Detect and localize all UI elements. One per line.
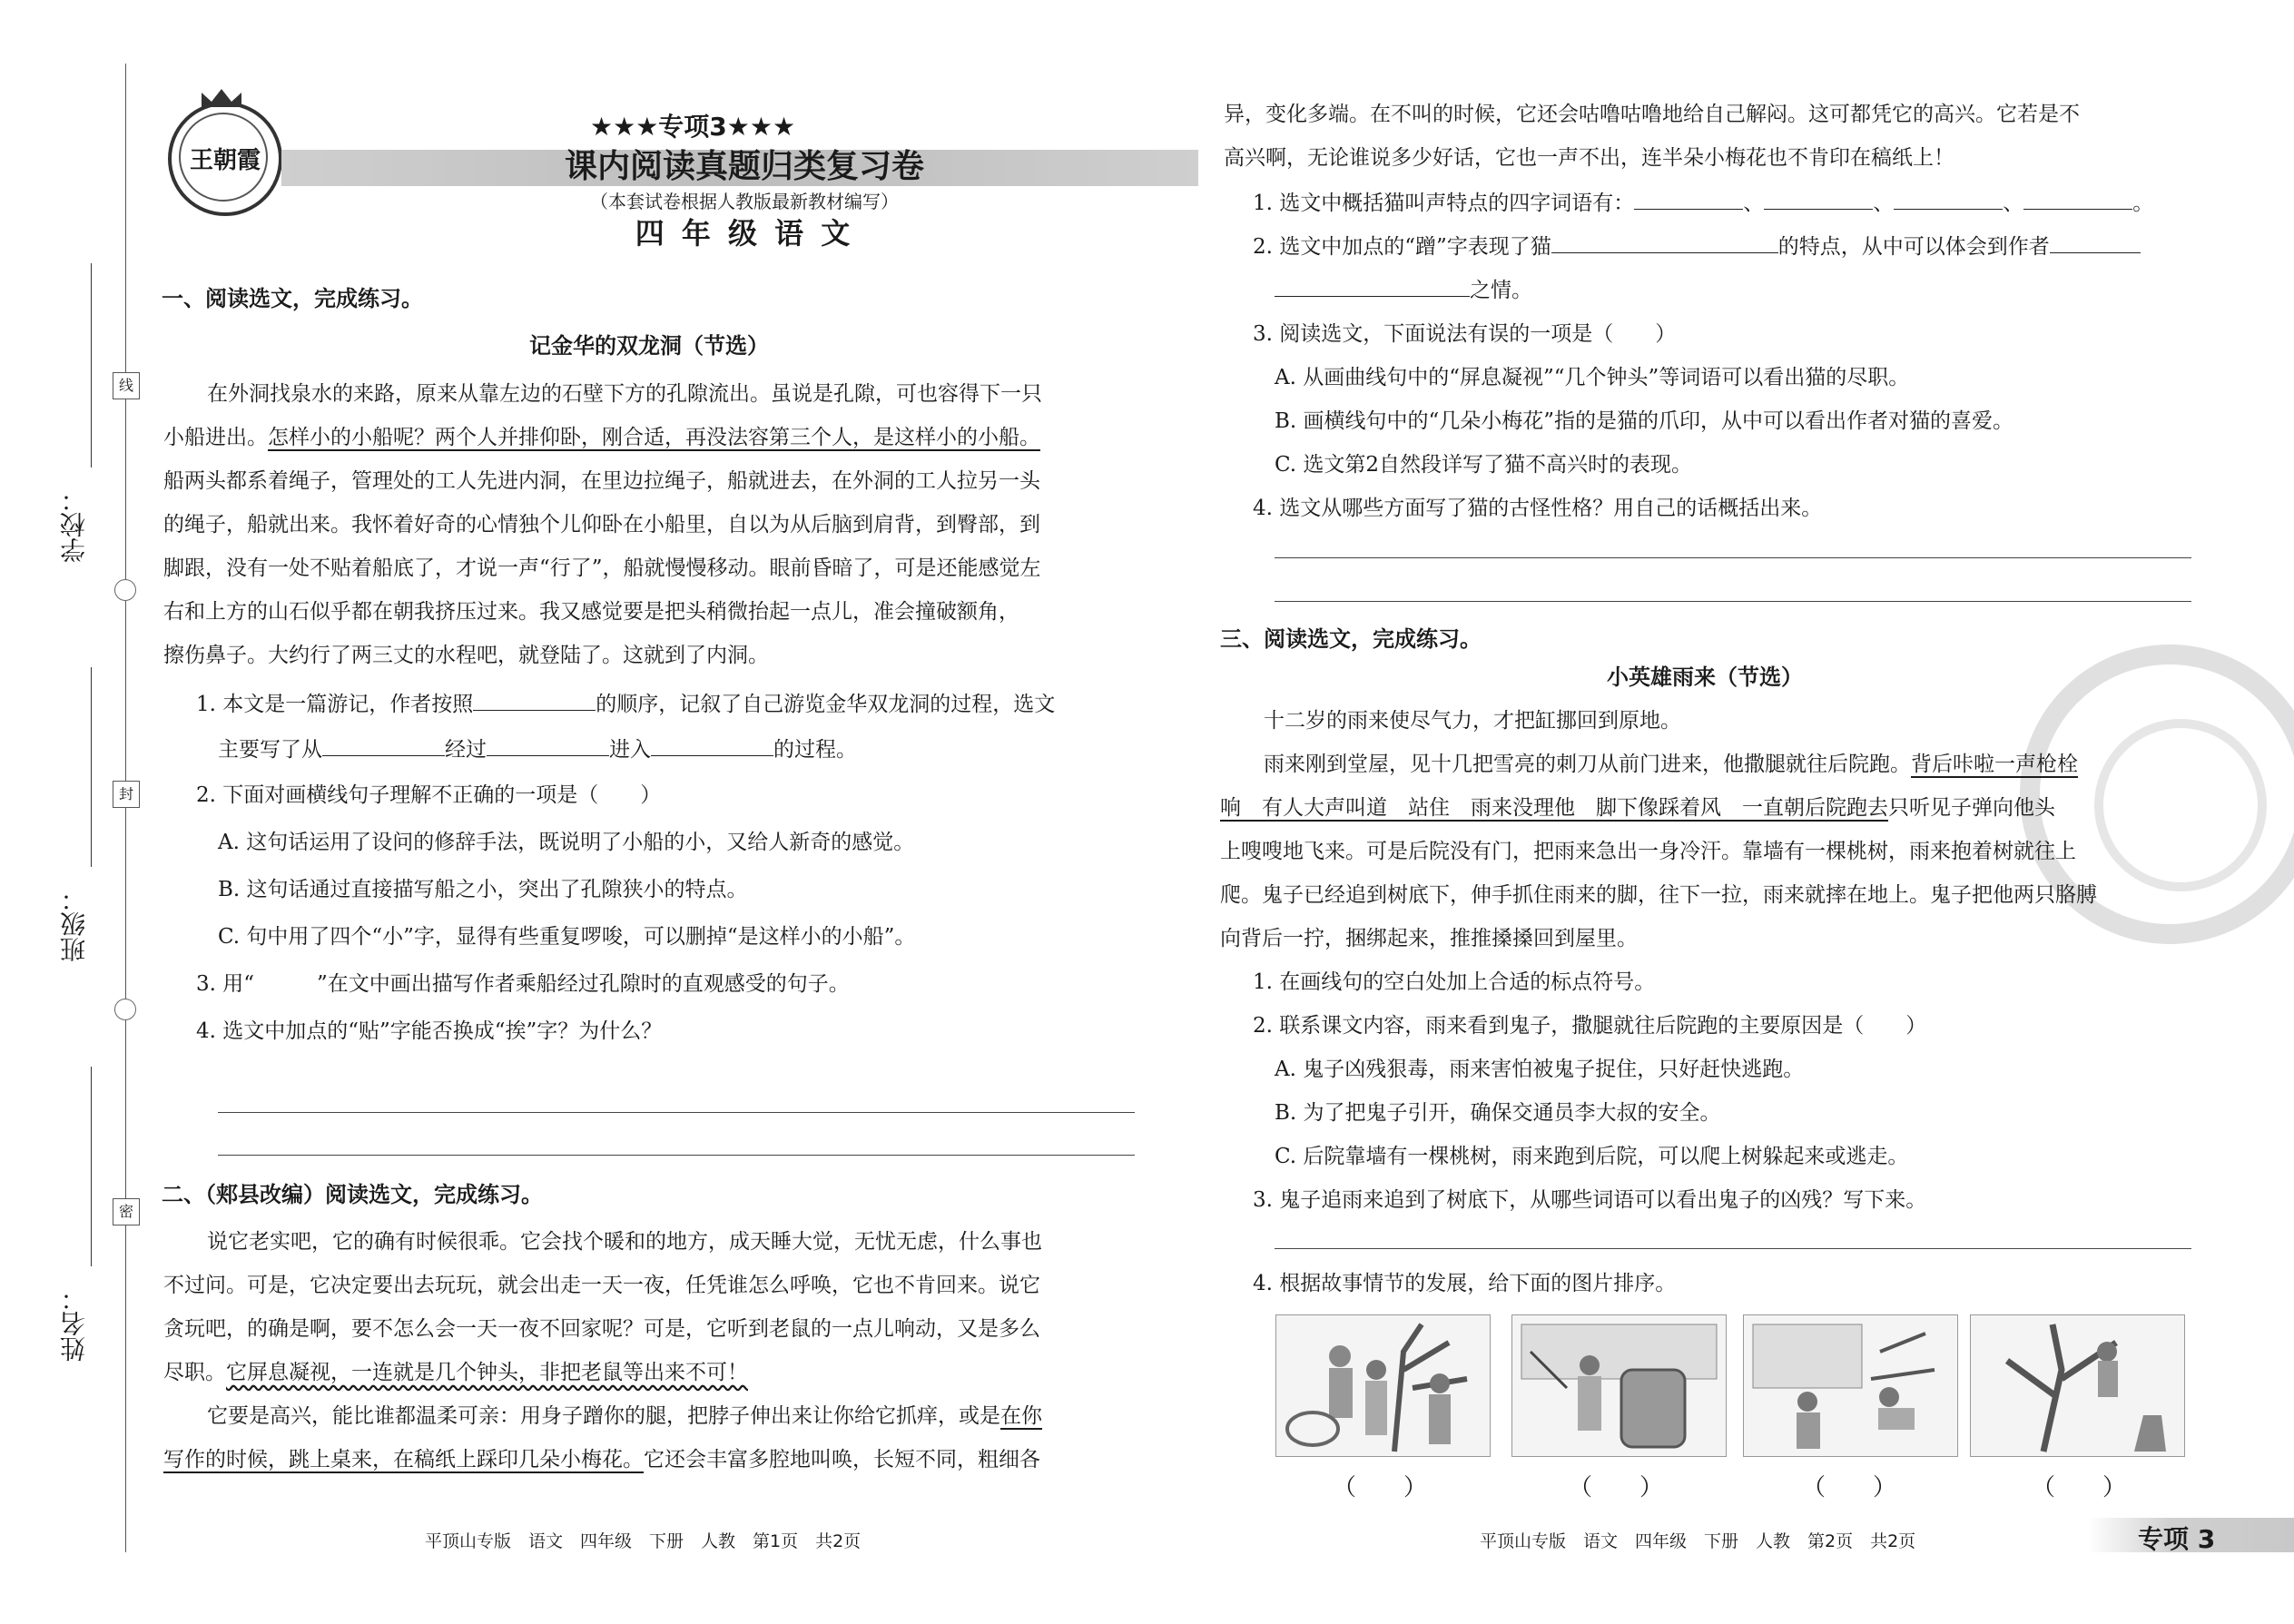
answer-blank[interactable] [1551,232,1778,253]
s3-q2-option-a[interactable]: A. 鬼子凶残狠毒，雨来害怕被鬼子捉住，只好赶快逃跑。 [1275,1058,1805,1081]
s1-line: 脚跟，没有一处不贴着船底了，才说一声“行了”，船就慢慢移动。眼前昏暗了，可是还能感觉左 [163,556,1041,580]
s1-q2-option-a[interactable]: A. 这句话运用了设问的修辞手法，既说明了小船的小，又给人新奇的感觉。 [218,831,915,854]
name-field[interactable] [91,1067,92,1266]
picture-order-answer-4[interactable]: （ ） [2032,1474,2127,1501]
answer-line[interactable] [1275,1248,2191,1249]
s2-line: 尽职。它屏息凝视，一连就是几个钟头，非把老鼠等出来不可！ [163,1361,748,1384]
mark-secret-label: 密 [113,1198,140,1225]
s3-q4: 4. 根据故事情节的发展，给下面的图片排序。 [1253,1272,1677,1295]
school-label: 学校： [59,487,89,563]
answer-blank[interactable] [2023,189,2132,210]
s2-underlined-sentence: 写作的时候，跳上桌来，在稿纸上踩印几朵小梅花。 [163,1448,644,1471]
s1-line [163,416,1040,459]
answer-line[interactable] [218,1155,1135,1156]
name-label: 姓名： [59,1285,89,1362]
s2-q1: 1. 选文中概括猫叫声特点的四字词语有： 、 、 、 。 [1253,182,2153,225]
binding-hole [114,999,136,1020]
class-field[interactable] [91,667,92,867]
s2-line: 异，变化多端。在不叫的时候，它还会咕噜咕噜地给自己解闷。这可都凭它的高兴。它若是不 [1224,103,2080,126]
section3-heading: 三、阅读选文，完成练习。 [1220,626,1482,652]
s2-q3: 3. 阅读选文，下面说法有误的一项是（ ） [1253,322,1677,346]
s1-line: 在外洞找泉水的来路，原来从靠左边的石壁下方的孔隙流出。虽说是孔隙，可也容得下一只 [207,382,1042,406]
s3-line: 向背后一拧，捆绑起来，推推搡搡回到屋里。 [1220,927,1638,950]
s1-line: 船两头都系着绳子，管理处的工人先进内洞，在里边拉绳子，船就进去，在外洞的工人拉另一头 [163,469,1040,493]
answer-blank[interactable] [322,735,445,756]
s2-line: 写作的时候，跳上桌来，在稿纸上踩印几朵小梅花。它还会丰富多腔地叫唤，长短不同，粗细各 [163,1448,1040,1471]
story-picture-2 [1511,1314,1727,1457]
s2-q2-cont: 之情。 [1275,269,1532,312]
footer-left: 平顶山专版 语文 四年级 下册 人教 第1页 共2页 [425,1531,861,1551]
answer-blank[interactable] [1275,276,1470,297]
section3-passage-title: 小英雄雨来（节选） [1607,664,1803,690]
school-field[interactable] [91,263,92,468]
s2-line: 不过问。可是，它决定要出去玩玩，就会出走一天一夜，任凭谁怎么呼唤，它也不肯回来。说它 [163,1274,1040,1297]
s1-text: 小船进出。 [163,426,268,449]
logo-seal [168,102,282,216]
page-subtitle: （本套试卷根据人教版最新教材编写） [590,191,899,212]
s3-q2: 2. 联系课文内容，雨来看到鬼子，撒腿就往后院跑的主要原因是（ ） [1253,1014,1927,1038]
s3-q2-option-b[interactable]: B. 为了把鬼子引开，确保交通员李大叔的安全。 [1275,1101,1721,1125]
s2-q2: 2. 选文中加点的“蹭”字表现了猫 的特点，从中可以体会到作者 [1253,225,2141,269]
s3-line: 响 有人大声叫道 站住 雨来没理他 脚下像踩着风 一直朝后院跑去只听见子弹向他头 [1220,796,2055,820]
class-label: 班级： [59,886,89,962]
s1-q1-cont: 主要写了从 经过 进入 的过程。 [218,728,857,772]
mark-seal-label: 封 [113,781,140,808]
s2-q3-option-b[interactable]: B. 画横线句中的“几朵小梅花”指的是猫的爪印，从中可以看出作者对猫的喜爱。 [1275,409,2014,433]
s1-line: 擦伤鼻子。大约行了两三丈的水程吧，就登陆了。这就到了内洞。 [163,644,769,667]
grade-title: 四 年 级 语 文 [635,216,854,251]
s1-line: 右和上方的山石似乎都在朝我挤压过来。我又感觉要是把头稍微抬起一点儿，准会撞破额角， [163,600,1019,624]
answer-line[interactable] [218,1112,1135,1113]
s1-underlined-sentence: 怎样小的小船呢？两个人并排仰卧，刚合适，再没法容第三个人，是这样小的小船。 [268,426,1040,449]
answer-blank[interactable] [473,690,596,711]
s3-underlined-sentence: 背后咔啦一声枪栓 [1911,753,2078,776]
section1-heading: 一、阅读选文，完成练习。 [162,286,423,311]
s3-line: 上嗖嗖地飞来。可是后院没有门，把雨来急出一身冷汗。靠墙有一棵桃树，雨来抱着树就往上 [1220,840,2076,863]
s2-q4: 4. 选文从哪些方面写了猫的古怪性格？用自己的话概括出来。 [1253,497,1823,520]
story-picture-1 [1275,1314,1491,1457]
section2-heading: 二、（郏县改编）阅读选文，完成练习。 [162,1182,543,1207]
s3-q2-option-c[interactable]: C. 后院靠墙有一棵桃树，雨来跑到后院，可以爬上树躲起来或逃走。 [1275,1145,1909,1168]
s3-q3: 3. 鬼子追雨来追到了树底下，从哪些词语可以看出鬼子的凶残？写下来。 [1253,1188,1927,1212]
answer-line[interactable] [1275,557,2191,558]
s3-line: 雨来刚到堂屋，见十几把雪亮的刺刀从前门进来，他撒腿就往后院跑。背后咔啦一声枪栓 [1264,753,2078,776]
binding-strip [0,0,145,1624]
mark-line-label: 线 [113,372,140,399]
crown-icon [202,89,241,107]
s2-line: 说它老实吧，它的确有时候很乖。它会找个暖和的地方，成天睡大觉，无忧无虑，什么事也 [207,1230,1042,1254]
s3-line: 爬。鬼子已经追到树底下，伸手抓住雨来的脚，往下一拉，雨来就摔在地上。鬼子把他两只胳膊 [1220,883,2097,907]
footer-tag: 专项 3 [2138,1524,2216,1554]
story-picture-4 [1970,1314,2185,1457]
answer-blank[interactable] [1894,189,2003,210]
s2-q3-option-a[interactable]: A. 从画曲线句中的“屏息凝视”“几个钟头”等词语可以看出猫的尽职。 [1275,366,1910,389]
s1-line: 的绳子，船就出来。我怀着好奇的心情独个儿仰卧在小船里，自以为从后脑到肩背，到臀部，到 [163,513,1040,536]
section1-passage-title: 记金华的双龙洞（节选） [529,333,769,359]
s1-q2-option-c[interactable]: C. 句中用了四个“小”字，显得有些重复啰唆，可以删掉“是这样小的小船”。 [218,925,916,949]
answer-line[interactable] [1275,601,2191,602]
answer-blank[interactable] [1764,189,1873,210]
answer-blank[interactable] [651,735,773,756]
s1-q2: 2. 下面对画横线句子理解不正确的一项是（ ） [196,783,662,807]
series-label: ★★★专项3★★★ [590,112,796,142]
s2-line: 高兴啊，无论谁说多少好话，它也一声不出，连半朵小梅花也不肯印在稿纸上！ [1224,146,1954,170]
s2-line: 贪玩吧，的确是啊，要不怎么会一天一夜不回家呢？可是，它听到老鼠的一点儿响动，又是多么 [163,1317,1040,1341]
s3-line: 十二岁的雨来使尽气力，才把缸挪回到原地。 [1264,709,1681,733]
answer-blank[interactable] [487,735,609,756]
binding-line [125,64,126,1552]
story-picture-3 [1743,1314,1958,1457]
answer-blank[interactable] [1634,189,1743,210]
footer-right: 平顶山专版 语文 四年级 下册 人教 第2页 共2页 [1480,1531,1916,1551]
s2-q3-option-c[interactable]: C. 选文第2自然段详写了猫不高兴时的表现。 [1275,453,1693,477]
binding-hole [114,579,136,601]
s1-q4: 4. 选文中加点的“贴”字能否换成“挨”字？为什么？ [196,1019,663,1043]
page-title: 课内阅读真题归类复习卷 [564,148,924,185]
answer-blank[interactable] [2050,232,2141,253]
picture-order-answer-3[interactable]: （ ） [1802,1474,1897,1501]
picture-order-answer-2[interactable]: （ ） [1569,1474,1664,1501]
s2-wavy-sentence: 它屏息凝视，一连就是几个钟头，非把老鼠等出来不可！ [226,1361,748,1384]
s1-q1: 1. 本文是一篇游记，作者按照 的顺序，记叙了自己游览金华双龙洞的过程，选文 [196,683,1055,726]
s3-q1: 1. 在画线句的空白处加上合适的标点符号。 [1253,970,1656,994]
s2-line: 它要是高兴，能比谁都温柔可亲：用身子蹭你的腿，把脖子伸出来让你给它抓痒，或是在你 [207,1404,1042,1428]
s1-q3: 3. 用“ ”在文中画出描写作者乘船经过孔隙时的直观感受的句子。 [196,972,850,996]
s3-underlined-sentence: 响 有人大声叫道 站住 雨来没理他 脚下像踩着风 一直朝后院跑去 [1220,796,1888,820]
logo-text: 王朝霞 [189,147,261,174]
s1-q2-option-b[interactable]: B. 这句话通过直接描写船之小，突出了孔隙狭小的特点。 [218,878,748,901]
picture-order-answer-1[interactable]: （ ） [1333,1474,1428,1501]
